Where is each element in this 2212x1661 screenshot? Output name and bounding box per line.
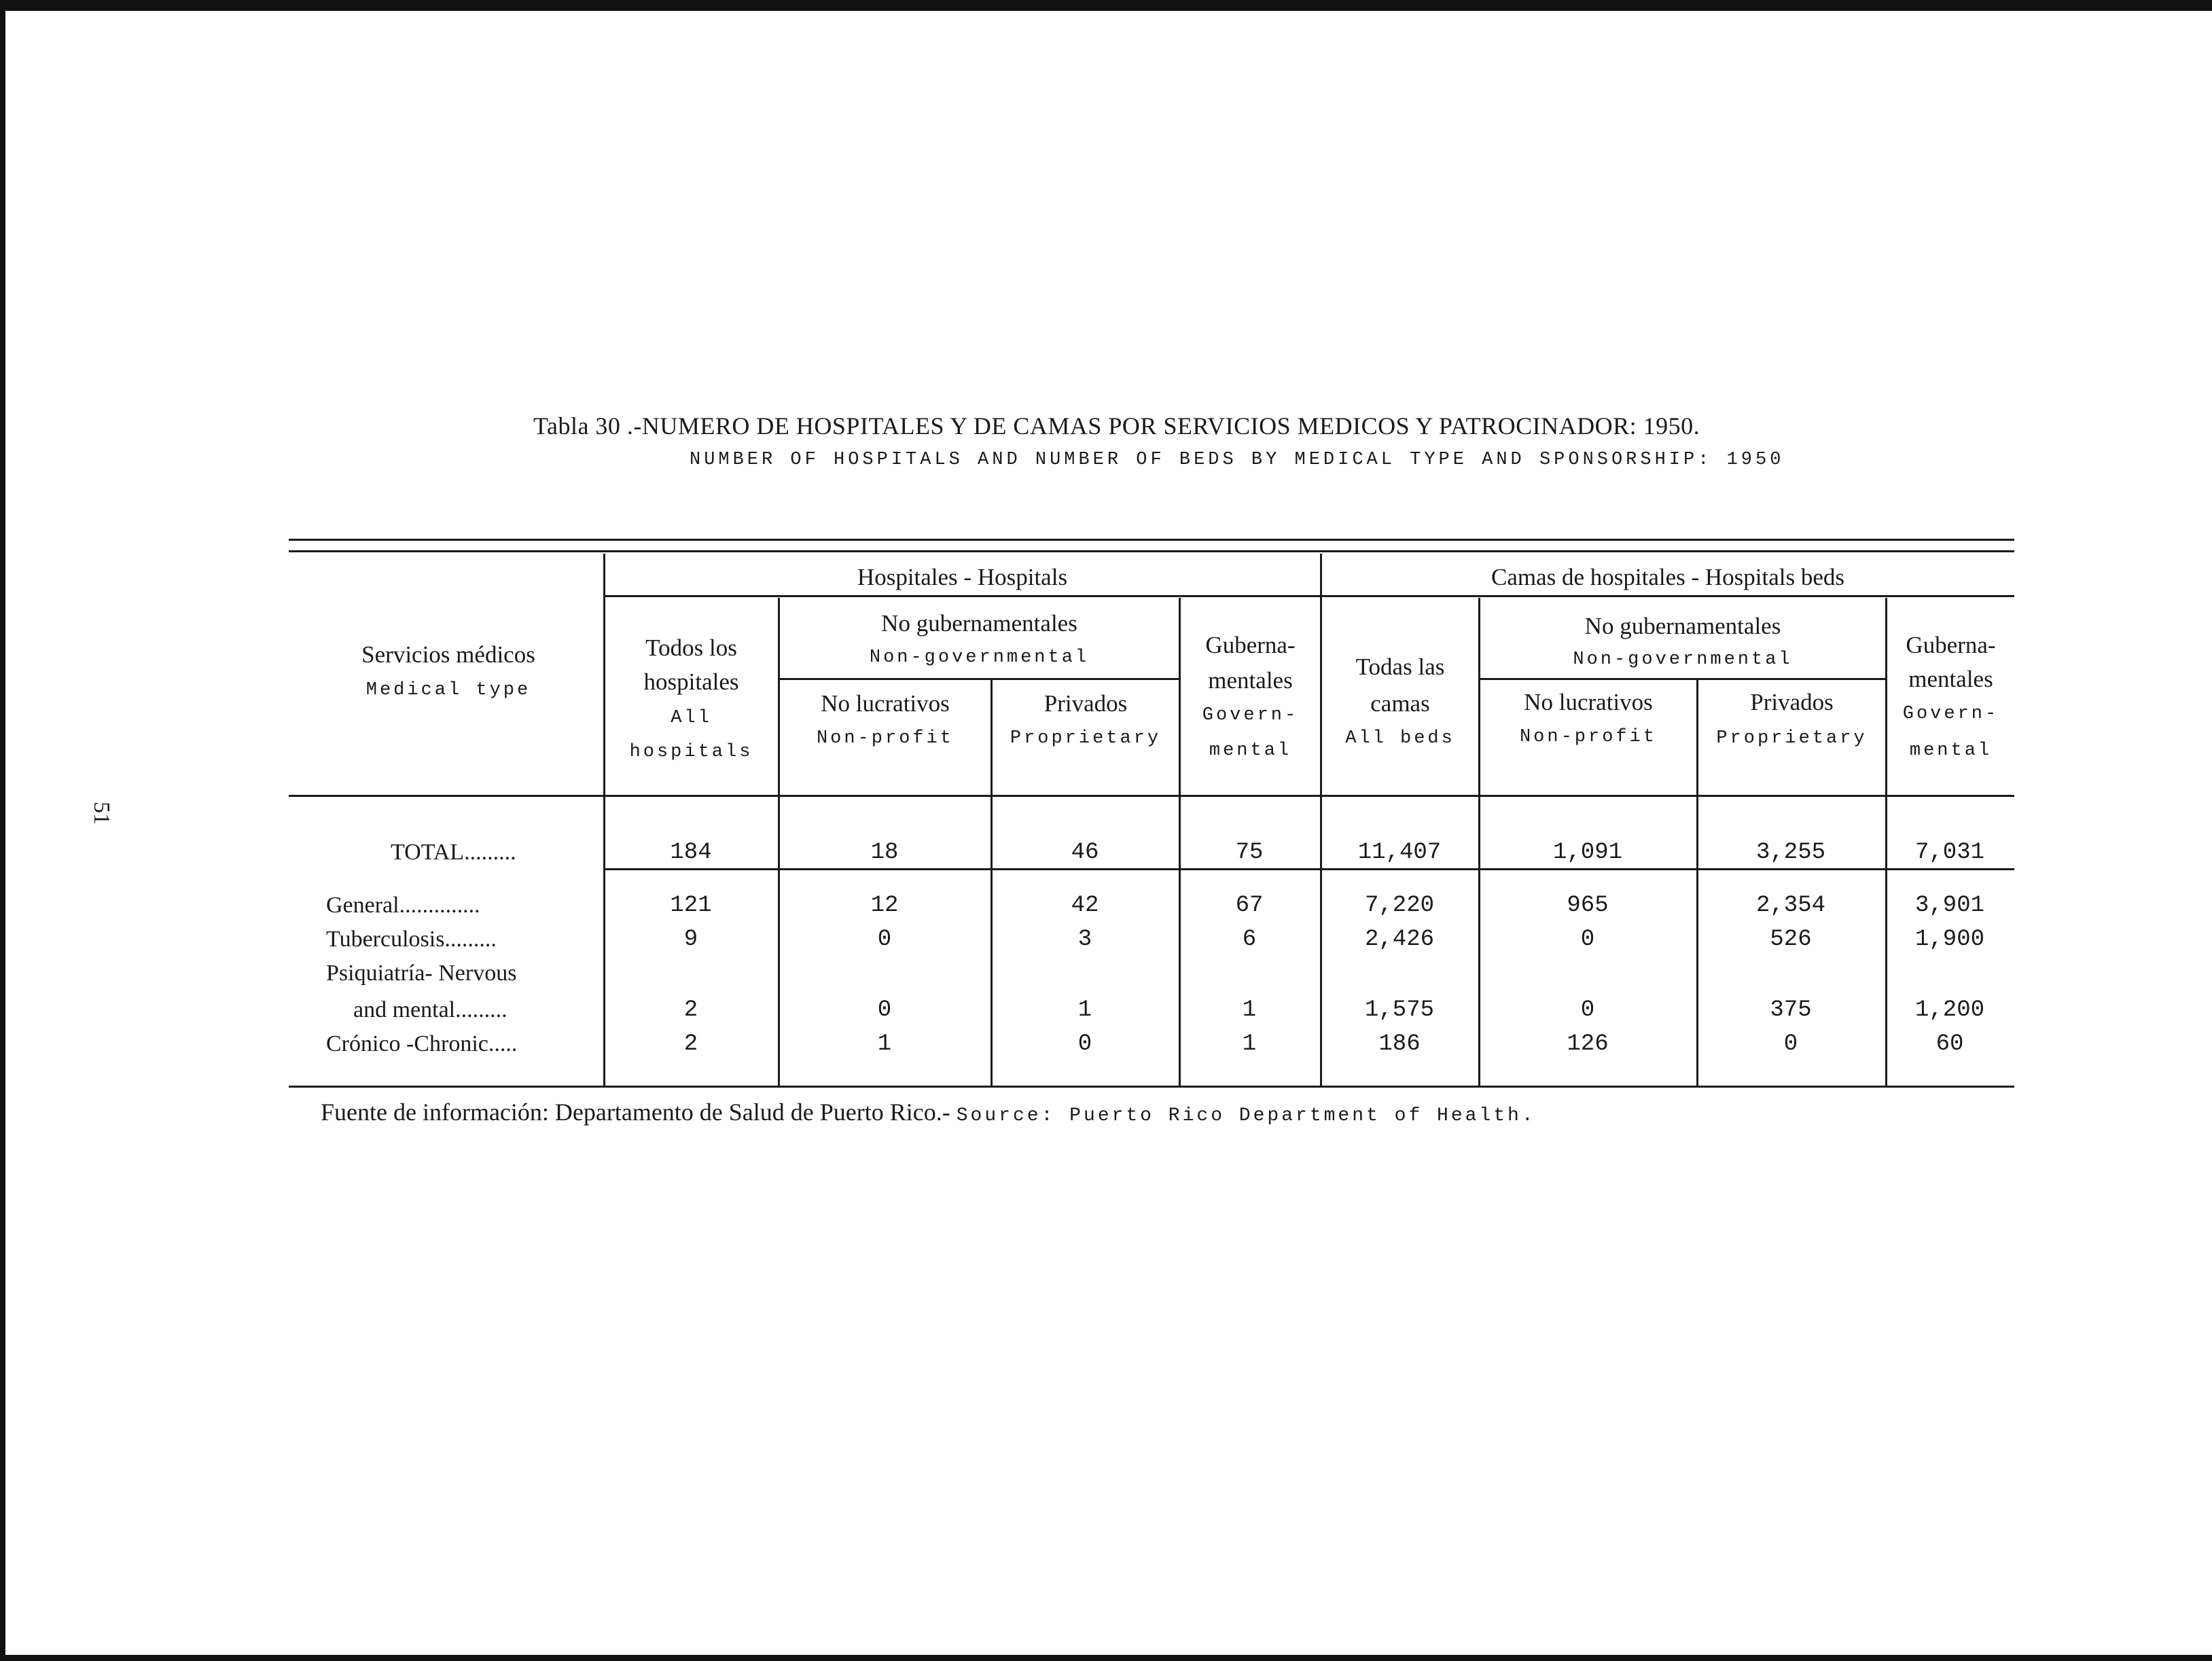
hospitals-gov-en-1: Govern- <box>1202 705 1299 726</box>
col-line-6 <box>1478 598 1480 1086</box>
all-hospitals-es-1: Todos los <box>645 635 737 661</box>
table-cell: 1 <box>1077 997 1092 1023</box>
table-cell: 1,900 <box>1914 927 1985 952</box>
table-cell: 0 <box>1077 1031 1092 1057</box>
table-cell: 1,200 <box>1914 997 1985 1023</box>
table-cell: 1 <box>1242 1031 1257 1057</box>
table-cell: 186 <box>1378 1031 1421 1057</box>
beds-non-profit-en: Non-profit <box>1519 727 1658 747</box>
table-cell: 126 <box>1567 1031 1609 1057</box>
beds-non-gov-es: No gubernamentales <box>1584 613 1781 639</box>
all-hospitals-en-2: hospitals <box>629 742 753 762</box>
table-cell: 42 <box>1071 893 1099 918</box>
all-hospitals-en-1: All <box>671 708 712 728</box>
table-cell: 3,255 <box>1755 840 1826 865</box>
table-cell: 1 <box>1242 997 1257 1023</box>
beds-non-profit-es: No lucrativos <box>1524 689 1653 715</box>
beds-gov-en-1: Govern- <box>1902 704 1999 724</box>
hospitals-proprietary-es: Privados <box>1043 690 1128 717</box>
stub-header-spanish: Servicios médicos <box>361 641 535 668</box>
bottom-rule <box>289 1086 2014 1088</box>
table-cell: 18 <box>870 840 899 865</box>
scan-border-bottom <box>0 1655 2212 1661</box>
row-label-chronic: Crónico -Chronic..... <box>326 1031 518 1056</box>
page-number: 51 <box>89 802 114 825</box>
table-cell: 6 <box>1242 927 1257 952</box>
row-label-psychiatric-2: and mental......... <box>353 997 507 1022</box>
row-label-general: General.............. <box>326 893 480 918</box>
source-note <box>321 1098 1536 1126</box>
hospitals-proprietary-en: Proprietary <box>1010 728 1162 749</box>
all-beds-es-2: camas <box>1370 690 1430 717</box>
table-cell: 1 <box>877 1031 892 1057</box>
table-cell: 0 <box>1580 927 1595 952</box>
subgroup-rule-beds <box>1480 678 1887 680</box>
table-cell: 75 <box>1235 840 1264 865</box>
group-rule <box>605 595 2014 597</box>
hospitals-gov-en-2: mental <box>1209 740 1292 761</box>
table-cell: 11,407 <box>1357 840 1442 865</box>
source-note-spanish: Fuente de información: Departamento de Salud de Puerto Rico.- <box>321 1099 950 1126</box>
table-cell: 0 <box>1580 997 1595 1023</box>
total-rule <box>605 868 2014 870</box>
all-beds-es-1: Todas las <box>1355 654 1445 680</box>
table-cell: 1,575 <box>1364 997 1435 1023</box>
beds-gov-en-2: mental <box>1909 740 1993 761</box>
table-title-spanish: Tabla 30 .-NUMERO DE HOSPITALES Y DE CAMAS POR SERVICIOS MEDICOS Y PATROCINADOR: 1950. <box>533 412 1700 440</box>
table-cell: 121 <box>670 893 712 918</box>
table-cell: 0 <box>1783 1031 1798 1057</box>
table-cell: 0 <box>877 997 892 1023</box>
table-cell: 2,426 <box>1364 927 1435 952</box>
table-cell: 1,091 <box>1552 840 1623 865</box>
row-label-psychiatric-1: Psiquiatría- Nervous <box>326 961 517 986</box>
beds-proprietary-en: Proprietary <box>1716 728 1868 749</box>
table-cell: 7,220 <box>1364 893 1435 918</box>
scan-border-left <box>0 0 5 1661</box>
table-cell: 60 <box>1936 1031 1964 1057</box>
scan-border-top <box>0 0 2212 11</box>
header-bottom-rule <box>289 795 2014 797</box>
all-hospitals-es-2: hospitales <box>643 668 739 695</box>
table-cell: 3 <box>1077 927 1092 952</box>
table-cell: 965 <box>1567 893 1609 918</box>
hospitals-gov-es-1: Guberna- <box>1205 632 1296 658</box>
beds-proprietary-es: Privados <box>1750 689 1834 715</box>
table-cell: 9 <box>683 927 698 952</box>
top-rule-1 <box>289 539 2014 541</box>
beds-gov-es-2: mentales <box>1908 666 1993 692</box>
beds-gov-es-1: Guberna- <box>1906 632 1996 658</box>
group-header-hospitals: Hospitales - Hospitals <box>857 564 1068 590</box>
table-cell: 375 <box>1770 997 1812 1023</box>
row-label-total: TOTAL......... <box>391 840 516 865</box>
table-cell: 0 <box>877 927 892 952</box>
table-cell: 2,354 <box>1755 893 1826 918</box>
table-cell: 2 <box>683 1031 698 1057</box>
top-rule-2 <box>289 550 2014 552</box>
table-cell: 184 <box>670 840 712 865</box>
hospitals-non-profit-en: Non-profit <box>816 728 955 749</box>
table-cell: 2 <box>683 997 698 1023</box>
table-cell: 67 <box>1235 893 1264 918</box>
row-label-tuberculosis: Tuberculosis......... <box>326 927 497 952</box>
hospitals-non-profit-es: No lucrativos <box>821 690 950 717</box>
table-cell: 7,031 <box>1914 840 1985 865</box>
beds-non-gov-en: Non-governmental <box>1573 649 1793 670</box>
table-cell: 3,901 <box>1914 893 1985 918</box>
hospitals-non-gov-en: Non-governmental <box>869 647 1090 668</box>
table-cell: 12 <box>870 893 899 918</box>
col-line-1 <box>603 554 605 1086</box>
source-note-english: Source: Puerto Rico Department of Health. <box>956 1105 1536 1126</box>
subgroup-rule-hospitals <box>779 678 1179 680</box>
col-line-2 <box>778 598 780 1086</box>
hospitals-gov-es-2: mentales <box>1208 667 1293 694</box>
table-cell: 46 <box>1071 840 1099 865</box>
table-title-english: NUMBER OF HOSPITALS AND NUMBER OF BEDS BY MEDICAL TYPE AND SPONSORSHIP: 1950 <box>690 450 1785 470</box>
all-beds-en: All beds <box>1345 728 1455 749</box>
group-header-beds: Camas de hospitales - Hospitals beds <box>1491 564 1845 590</box>
hospitals-non-gov-es: No gubernamentales <box>881 610 1077 637</box>
table-cell: 526 <box>1770 927 1812 952</box>
stub-header-english: Medical type <box>365 680 531 700</box>
